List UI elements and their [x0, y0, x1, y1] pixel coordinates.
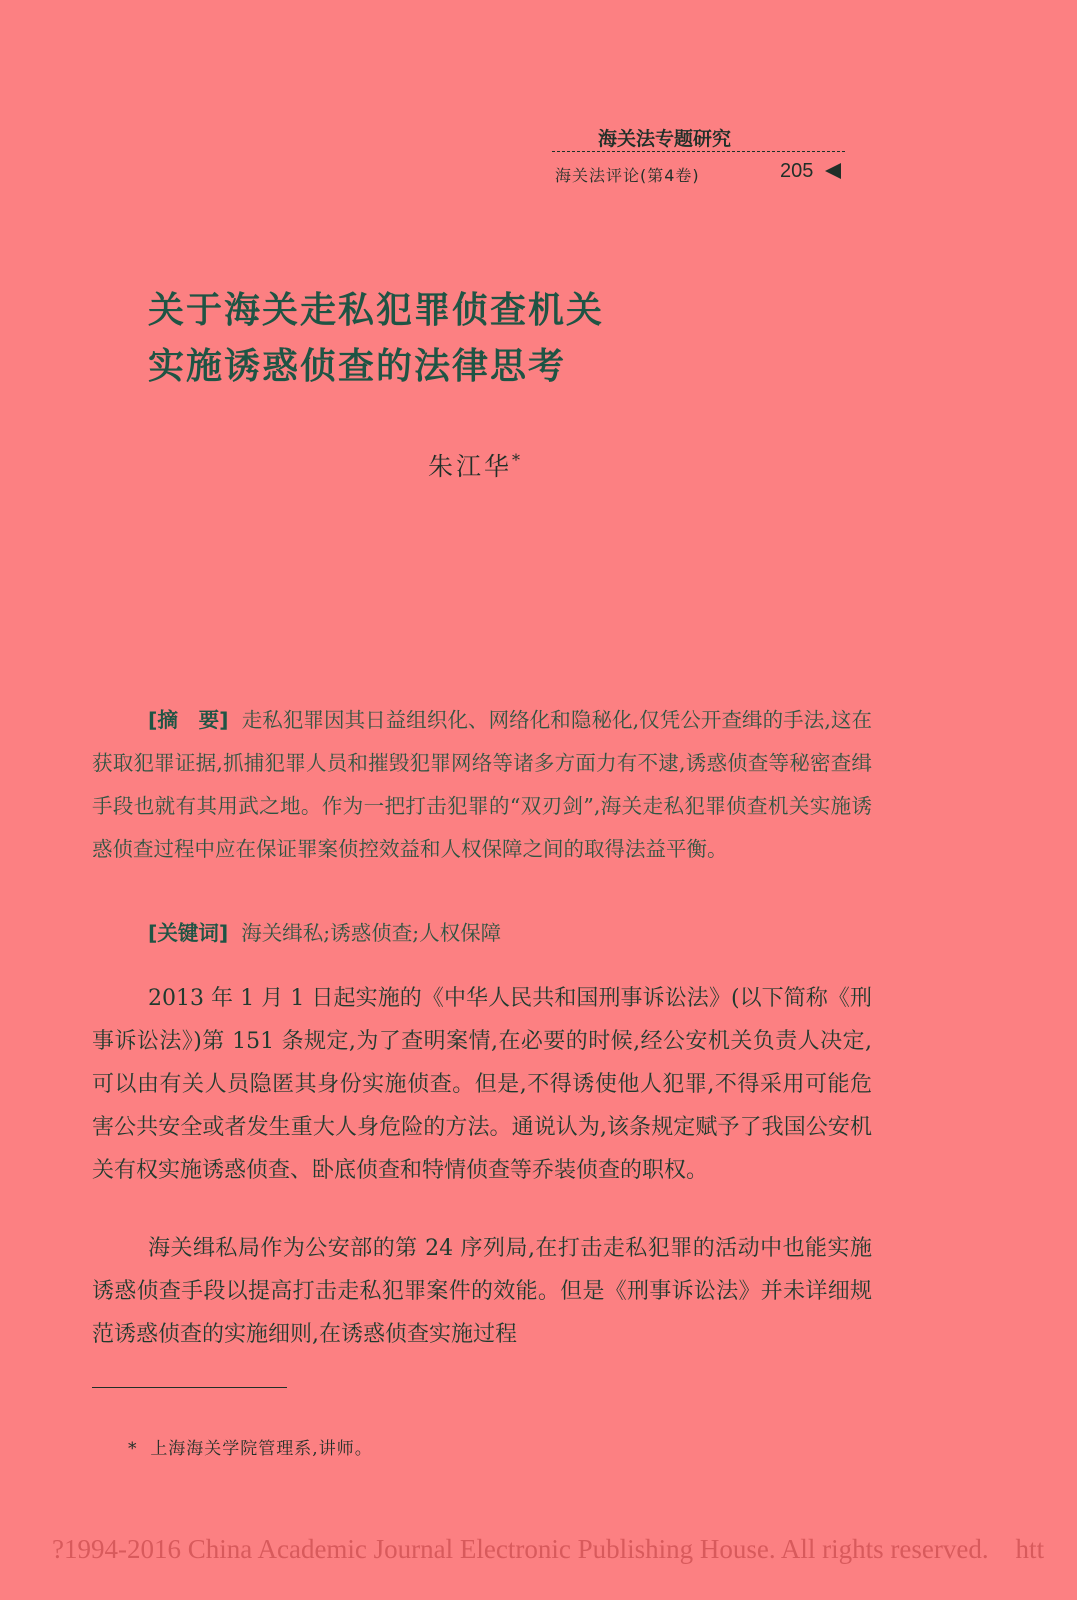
copyright-notice: ?1994-2016 China Academic Journal Electronic Publishing House. All rights reserved. htt	[52, 1534, 1045, 1564]
author-footnote-mark: *	[512, 450, 524, 470]
keywords-text: 海关缉私;诱惑侦查;人权保障	[241, 921, 502, 945]
series-title: 海关法专题研究	[598, 128, 732, 150]
abstract	[92, 699, 872, 871]
article-title-line-2: 实施诱惑侦查的法律思考	[148, 345, 567, 387]
abstract-label: [摘 要]	[148, 708, 229, 732]
footnote-divider	[92, 1387, 287, 1388]
author	[428, 447, 523, 483]
page-number: 205	[780, 160, 814, 182]
body-paragraph-1: 2013 年 1 月 1 日起实施的《中华人民共和国刑事诉讼法》(以下简称《刑事诉讼法》)第 151 条规定,为了查明案情,在必要的时候,经公安机关负责人决定,可以由有关人员隐匿其身份实施侦查。但是,不得诱使他人犯罪,不得采用可能危害公共安全或者发生重大人身危险的方法。通说认为,该条规定赋予了我国公安机关有权实施诱惑侦查、卧底侦查和特情侦查等乔装侦查的职权。	[92, 986, 872, 1183]
author-name: 朱江华	[428, 452, 513, 481]
keywords	[148, 912, 501, 955]
body-paragraph-2: 海关缉私局作为公安部的第 24 序列局,在打击走私犯罪的活动中也能实施诱惑侦查手段以提高打击走私犯罪案件的效能。但是《刑事诉讼法》并未详细规范诱惑侦查的实施细则,在诱惑侦查实施过程	[92, 1236, 872, 1347]
footnote-text: 上海海关学院管理系,讲师。	[150, 1439, 373, 1459]
header-divider	[552, 151, 845, 152]
journal-name: 海关法评论(第4卷)	[555, 166, 700, 185]
footnote	[128, 1434, 373, 1459]
article-title-line-1: 关于海关走私犯罪侦查机关	[148, 289, 605, 331]
abstract-text: 走私犯罪因其日益组织化、网络化和隐秘化,仅凭公开查缉的手法,这在获取犯罪证据,抓捕犯罪人员和摧毁犯罪网络等诸多方面力有不逮,诱惑侦查等秘密查缉手段也就有其用武之地。作为一把打击犯罪的“双刃剑”,海关走私犯罪侦查机关实施诱惑侦查过程中应在保证罪案侦控效益和人权保障之间的取得法益平衡。	[92, 708, 872, 861]
keywords-label: [关键词]	[148, 921, 229, 945]
left-triangle-icon	[825, 163, 841, 179]
footnote-mark: *	[128, 1439, 138, 1459]
